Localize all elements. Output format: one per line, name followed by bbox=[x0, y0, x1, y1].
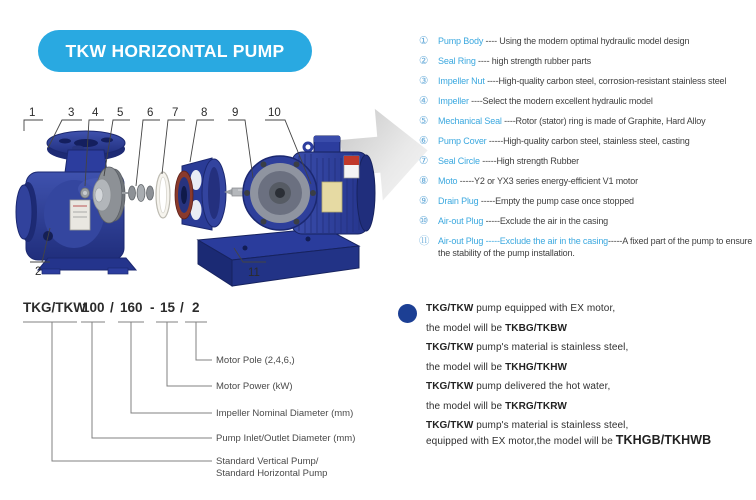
part-name: Air-out Plug -----Exclude the air in the casing bbox=[438, 236, 609, 246]
circled-number: ⑤ bbox=[419, 115, 429, 127]
callout-6: 6 bbox=[147, 107, 154, 119]
model-code-breakdown bbox=[20, 294, 420, 499]
circled-number: ④ bbox=[419, 95, 429, 107]
part-description: -----High strength Rubber bbox=[479, 156, 580, 166]
model-code-power: 15 bbox=[160, 300, 176, 315]
label-inlet-outlet-diameter: Pump Inlet/Outlet Diameter (mm) bbox=[216, 433, 356, 444]
part-name: Seal Ring bbox=[438, 56, 476, 66]
label-standard-horizontal: Standard Horizontal Pump bbox=[216, 468, 328, 479]
list-item bbox=[419, 216, 756, 228]
variant-line: TKG/TKW pump's material is stainless steel, bbox=[426, 342, 629, 353]
part-name: Impeller Nut bbox=[438, 76, 485, 86]
circled-number: ⑦ bbox=[419, 155, 429, 167]
variant-line: TKG/TKW pump equipped with EX motor, bbox=[426, 303, 616, 314]
circled-number: ① bbox=[419, 35, 429, 47]
list-item bbox=[419, 196, 756, 208]
callout-3: 3 bbox=[68, 107, 75, 119]
callout-7: 7 bbox=[172, 107, 179, 119]
label-standard-vertical: Standard Vertical Pump/ bbox=[216, 456, 319, 467]
list-item bbox=[419, 236, 756, 259]
callout-9: 9 bbox=[232, 107, 239, 119]
part-name: Pump Body bbox=[438, 36, 484, 46]
part-name: Pump Cover bbox=[438, 136, 487, 146]
part-name: Moto bbox=[438, 176, 458, 186]
variant-line: equipped with EX motor,the model will be TKHGB/TKHWB bbox=[426, 433, 712, 447]
part-description: -----High-quality carbon steel, stainless steel, casting bbox=[486, 136, 690, 146]
callout-1: 1 bbox=[29, 107, 36, 119]
variant-line: the model will be TKRG/TKRW bbox=[426, 400, 567, 412]
motor bbox=[243, 136, 375, 234]
part-name: Drain Plug bbox=[438, 196, 479, 206]
callout-5: 5 bbox=[117, 107, 124, 119]
model-code bbox=[23, 300, 200, 315]
bullet-icon bbox=[398, 304, 417, 323]
model-code-pole: 2 bbox=[192, 300, 200, 315]
part-description: -----A fixed part of the pump to ensure the stability of the pump installation. bbox=[438, 236, 753, 258]
motor-base bbox=[198, 228, 359, 286]
model-variants-note bbox=[398, 303, 756, 456]
callout-10: 10 bbox=[268, 107, 281, 119]
variants-text bbox=[426, 303, 711, 456]
part-name: Impeller bbox=[438, 96, 469, 106]
circled-number: ⑩ bbox=[419, 215, 429, 227]
part-description: ----High-quality carbon steel, corrosion-resistant stainless steel bbox=[484, 76, 727, 86]
part-description: -----Y2 or YX3 series energy-efficient V1 motor bbox=[457, 176, 638, 186]
part-description: ---- high strength rubber parts bbox=[475, 56, 591, 66]
list-item bbox=[419, 96, 756, 108]
list-item bbox=[419, 76, 756, 88]
variant-line: TKG/TKW pump's material is stainless steel, bbox=[426, 420, 629, 431]
part-description: ----Rotor (stator) ring is made of Graphite, Hard Alloy bbox=[501, 116, 706, 126]
list-item bbox=[419, 36, 756, 48]
list-item bbox=[419, 56, 756, 68]
part-name: Air-out Plug bbox=[438, 216, 484, 226]
model-code-inlet: 100 bbox=[82, 300, 105, 315]
callout-4: 4 bbox=[92, 107, 99, 119]
part-description: ----Select the modern excellent hydraulic model bbox=[468, 96, 653, 106]
title-banner bbox=[38, 30, 312, 72]
list-item bbox=[419, 176, 756, 188]
callout-8: 8 bbox=[201, 107, 208, 119]
part-description: ---- Using the modern optimal hydraulic model design bbox=[483, 36, 690, 46]
model-labels bbox=[216, 355, 355, 479]
model-code-series: TKG/TKW bbox=[23, 300, 86, 315]
circled-number: ⑨ bbox=[419, 195, 429, 207]
impeller-nut bbox=[81, 188, 90, 198]
label-impeller-diameter: Impeller Nominal Diameter (mm) bbox=[216, 408, 354, 419]
circled-number: ⑧ bbox=[419, 175, 429, 187]
circled-number: ② bbox=[419, 55, 429, 67]
model-code-slash-1: / bbox=[110, 300, 114, 315]
model-code-dash: - bbox=[150, 300, 155, 315]
seal-circle bbox=[156, 172, 170, 218]
variant-line: TKG/TKW pump delivered the hot water, bbox=[426, 381, 611, 392]
label-motor-power: Motor Power (kW) bbox=[216, 381, 293, 392]
part-name: Mechanical Seal bbox=[438, 116, 502, 126]
model-connector-lines bbox=[23, 322, 212, 461]
list-item bbox=[419, 136, 756, 148]
model-code-slash-2: / bbox=[180, 300, 184, 315]
part-description: -----Exclude the air in the casing bbox=[483, 216, 609, 226]
callout-11: 11 bbox=[248, 267, 260, 279]
variant-line: the model will be TKBG/TKBW bbox=[426, 322, 568, 334]
callout-2: 2 bbox=[35, 266, 42, 278]
label-motor-pole: Motor Pole (2,4,6,) bbox=[216, 355, 295, 366]
mechanical-seal bbox=[122, 185, 154, 202]
list-item bbox=[419, 116, 756, 128]
exploded-pump-diagram bbox=[8, 96, 428, 301]
circled-number: ⑥ bbox=[419, 135, 429, 147]
parts-list bbox=[419, 36, 756, 268]
part-name: Seal Circle bbox=[438, 156, 480, 166]
circled-number: ③ bbox=[419, 75, 429, 87]
circled-number: ⑪ bbox=[419, 235, 430, 247]
variant-line: the model will be TKHG/TKHW bbox=[426, 361, 568, 373]
pump-cover bbox=[175, 158, 226, 230]
model-code-impeller: 160 bbox=[120, 300, 143, 315]
page-title: TKW HORIZONTAL PUMP bbox=[65, 40, 285, 61]
list-item bbox=[419, 156, 756, 168]
part-description: -----Empty the pump case once stopped bbox=[478, 196, 634, 206]
